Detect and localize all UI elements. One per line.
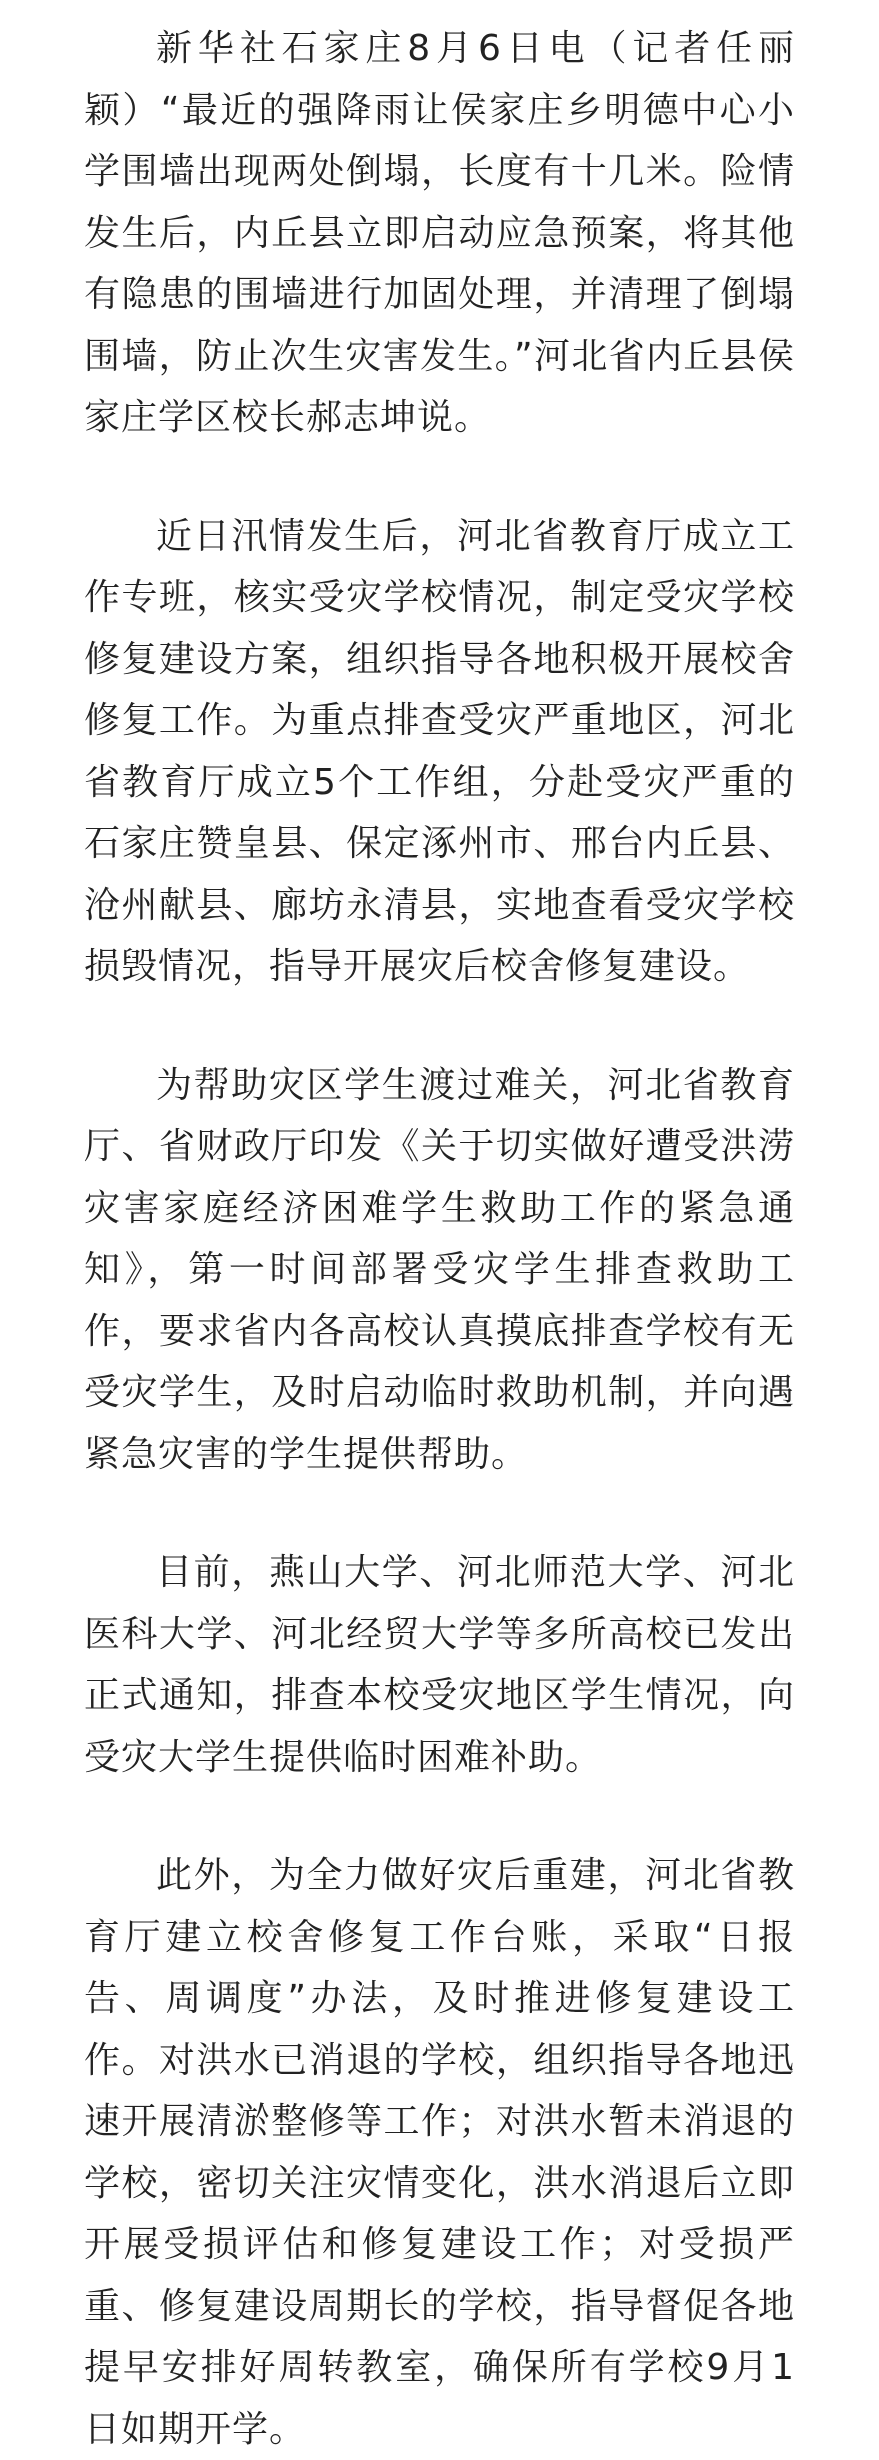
article-paragraph-2: 近日汛情发生后，河北省教育厅成立工作专班，核实受灾学校情况，制定受灾学校修复建设方案，组织指导各地积极开展校舍修复工作。为重点排查受灾严重地区，河北省教育厅成立5个工作组，分赴受灾严重的石家庄赞皇县、保定涿州市、邢台内丘县、沧州献县、廊坊永清县，实地查看受灾学校损毁情况，指导开展灾后校舍修复建设。 bbox=[84, 515, 795, 987]
article-paragraph-3: 为帮助灾区学生渡过难关，河北省教育厅、省财政厅印发《关于切实做好遭受洪涝灾害家庭经济困难学生救助工作的紧急通知》，第一时间部署受灾学生排查救助工作，要求省内各高校认真摸底排查学校有无受灾学生，及时启动临时救助机制，并向遇紧急灾害的学生提供帮助。 bbox=[84, 1064, 795, 1475]
article-paragraph-5: 此外，为全力做好灾后重建，河北省教育厅建立校舍修复工作台账，采取“日报告、周调度”办法，及时推进修复建设工作。对洪水已消退的学校，组织指导各地迅速开展清淤整修等工作；对洪水暂未消退的学校，密切关注灾情变化，洪水消退后立即开展受损评估和修复建设工作；对受损严重、修复建设周期长的学校，指导督促各地提早安排好周转教室，确保所有学校9月1日如期开学。 bbox=[84, 1855, 795, 2450]
article-paragraph-1: 新华社石家庄8月6日电（记者任丽颖）“最近的强降雨让侯家庄乡明德中心小学围墙出现两处倒塌，长度有十几米。险情发生后，内丘县立即启动应急预案，将其他有隐患的围墙进行加固处理，并清理了倒塌围墙，防止次生灾害发生。”河北省内丘县侯家庄学区校长郝志坤说。 bbox=[84, 28, 795, 438]
article-paragraph-4: 目前，燕山大学、河北师范大学、河北医科大学、河北经贸大学等多所高校已发出正式通知，排查本校受灾地区学生情况，向受灾大学生提供临时困难补助。 bbox=[84, 1552, 795, 1778]
